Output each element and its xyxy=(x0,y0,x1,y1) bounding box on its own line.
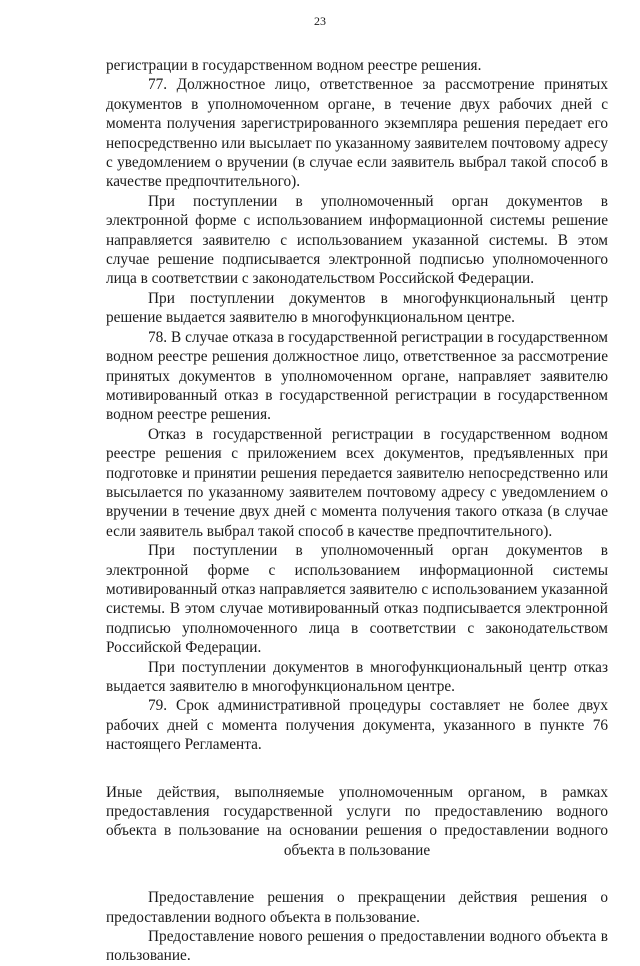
paragraph-78-refusal: Отказ в государственной регистрации в государственном водном реестре решения с приложением всех документов, предъявленных при подготовке и принятии решения передается заявителю непосредственно или высылается по указанному заявителем почтовому адресу с уведомлением о вручении в течение двух дней с момента получения такого отказа (в случае если заявитель выбрал такой способ в качестве предпочтительного). xyxy=(106,425,608,540)
paragraph-77-mfc: При поступлении документов в многофункциональный центр решение выдается заявителю в многофункциональном центре. xyxy=(106,289,608,327)
paragraph-78-electronic: При поступлении в уполномоченный орган документов в электронной форме с использованием информационной системы мотивированный отказ направляется заявителю с использованием указанной системы. В этом случае мотивированный отказ подписывается электронной подписью уполномоченного лица в соответствии с законодательством Российской Федерации. xyxy=(106,542,608,657)
paragraph-continuation: регистрации в государственном водном реестре решения. xyxy=(106,57,482,74)
paragraph-77-electronic: При поступлении в уполномоченный орган документов в электронной форме с использованием информационной системы решение направляется заявителю с использованием указанной системы. В этом случае решение подписывается электронной подписью уполномоченного лица в соответствии с законодательством Российской Федерации. xyxy=(106,192,608,288)
paragraph-77: 77. Должностное лицо, ответственное за рассмотрение принятых документов в уполномоченном органе, в течение двух рабочих дней с момента получения зарегистрированного экземпляра решения передает его непосредственно или высылает по указанному заявителем почтовому адресу с уведомлением о вручении (в случае если заявитель выбрал такой способ в качестве предпочтительного). xyxy=(106,76,608,191)
paragraph-termination: Предоставление решения о прекращении действия решения о предоставлении водного объекта в пользование. xyxy=(106,889,608,926)
paragraph-new-decision: Предоставление нового решения о предоставлении водного объекта в пользование. xyxy=(106,928,608,965)
document-body xyxy=(106,56,608,966)
paragraph-78-mfc: При поступлении документов в многофункциональный центр отказ выдается заявителю в многофункциональном центре. xyxy=(106,658,608,695)
page-number: 23 xyxy=(314,14,326,28)
section-heading: Иные действия, выполняемые уполномоченным органом, в рамках предоставления государственной услуги по предоставлению водного объекта в пользование на основании решения о предоставлении водного объекта в пользование xyxy=(106,783,608,859)
paragraph-79: 79. Срок административной процедуры составляет не более двух рабочих дней с момента получения документа, указанного в пункте 76 настоящего Регламента. xyxy=(106,697,608,754)
paragraph-78: 78. В случае отказа в государственной регистрации в государственном водном реестре решения должностное лицо, ответственное за рассмотрение принятых документов в уполномоченном органе, направляет заявителю мотивированный отказ в государственной регистрации в государственном водном реестре решения. xyxy=(106,328,608,424)
